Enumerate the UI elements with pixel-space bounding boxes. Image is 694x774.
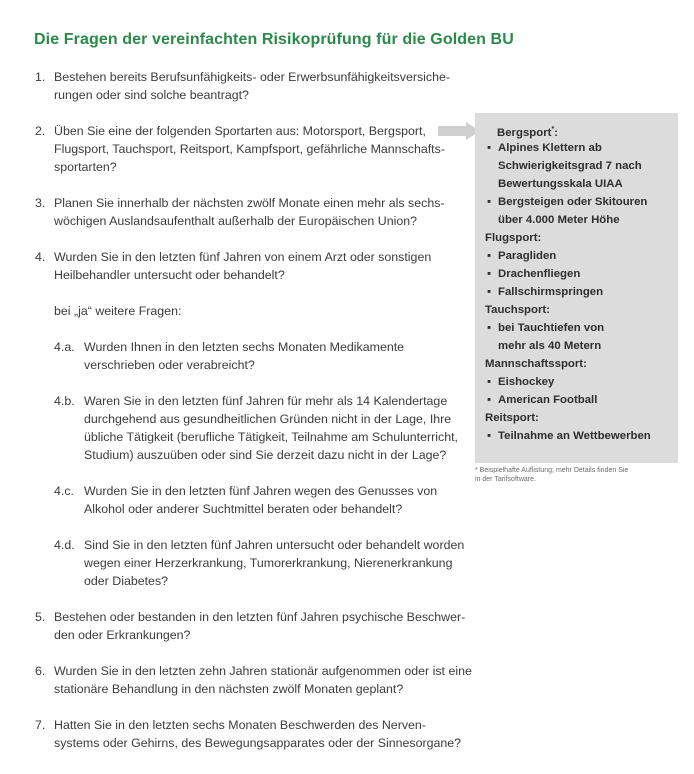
footnote: * Beispielhafte Auflistung; mehr Details finden Sie in der Tarifsoftware. bbox=[475, 467, 629, 483]
subquestion-number: 4.b. bbox=[54, 394, 75, 408]
sidebar-item-text: Drachenfliegen bbox=[498, 268, 581, 280]
sport-details-sidebar bbox=[475, 113, 678, 463]
sidebar-item-text: Fallschirmspringen bbox=[498, 286, 604, 298]
heading-colon: : bbox=[554, 126, 558, 139]
category-title: Flugsport: bbox=[485, 232, 542, 244]
sidebar-heading-text: Bergsport bbox=[497, 126, 552, 139]
sidebar-item-text: mehr als 40 Metern bbox=[498, 340, 602, 352]
bullet-icon: ▪ bbox=[486, 286, 492, 298]
bullet-icon: ▪ bbox=[486, 250, 492, 262]
page-title: Die Fragen der vereinfachten Risikoprüfung für die Golden BU bbox=[34, 31, 514, 48]
subquestion-text: Wurden Sie in den letzten fünf Jahren wegen des Genusses von Alkohol oder anderer Suchtmittel beraten oder behandelt? bbox=[84, 484, 438, 516]
bullet-icon: ▪ bbox=[486, 430, 492, 442]
bullet-icon: ▪ bbox=[486, 196, 492, 208]
question-number: 1. bbox=[35, 70, 46, 84]
question-text: Bestehen oder bestanden in den letzten fünf Jahren psychische Beschwer- den oder Erkrankungen? bbox=[54, 610, 466, 642]
bullet-icon: ▪ bbox=[486, 376, 492, 388]
sidebar-item-text: American Football bbox=[498, 394, 598, 406]
question-number: 7. bbox=[35, 718, 46, 732]
pointer-arrow-icon bbox=[438, 122, 480, 140]
bullet-icon: ▪ bbox=[486, 394, 492, 406]
question-text: Wurden Sie in den letzten fünf Jahren von einem Arzt oder sonstigen Heilbehandler untersucht oder behandelt? bbox=[54, 250, 432, 282]
category-title: Tauchsport: bbox=[485, 304, 550, 316]
category-title: Mannschaftssport: bbox=[485, 358, 587, 370]
category-title: Reitsport: bbox=[485, 412, 539, 424]
subquestion-number: 4.d. bbox=[54, 538, 75, 552]
question-number: 4. bbox=[35, 250, 46, 264]
bullet-icon: ▪ bbox=[486, 142, 492, 154]
question-text: Planen Sie innerhalb der nächsten zwölf Monate einen mehr als sechs- wöchigen Auslandsaufenthalt außerhalb der Europäischen Union? bbox=[54, 196, 445, 228]
question-text: Üben Sie eine der folgenden Sportarten aus: Motorsport, Bergsport, Flugsport, Tauchsport, Reitsport, Kampfsport, gefährliche Mannschafts- sportarten? bbox=[54, 124, 445, 174]
question-text: Wurden Sie in den letzten zehn Jahren stationär aufgenommen oder ist eine stationäre Behandlung in den nächsten zwölf Monaten geplant? bbox=[54, 664, 472, 696]
question-number: 3. bbox=[35, 196, 46, 210]
question-number: 2. bbox=[35, 124, 46, 138]
sidebar-item-text: Teilnahme an Wettbewerben bbox=[498, 430, 651, 442]
followup-intro: bei „ja“ weitere Fragen: bbox=[54, 304, 182, 318]
sidebar-item-text: Paragliden bbox=[498, 250, 557, 262]
question-number: 5. bbox=[35, 610, 46, 624]
subquestion-text: Waren Sie in den letzten fünf Jahren für mehr als 14 Kalendertage durchgehend aus gesundheitlichen Gründen nicht in der Lage, Ihre übliche Tätigkeit (berufliche Tätigkeit, Teilnahme am Schulunterricht, Studium) auszuüben oder sind Sie derzeit dazu nicht in der Lage? bbox=[84, 394, 458, 462]
sidebar-item-text: über 4.000 Meter Höhe bbox=[498, 214, 620, 226]
sidebar-item-text: Alpines Klettern ab bbox=[498, 142, 602, 154]
bullet-icon: ▪ bbox=[486, 322, 492, 334]
sidebar-item-text: Eishockey bbox=[498, 376, 555, 388]
sidebar-item-text: bei Tauchtiefen von bbox=[498, 322, 605, 334]
subquestion-text: Sind Sie in den letzten fünf Jahren untersucht oder behandelt worden wegen einer Herzerkrankung, Tumorerkrankung, Nierenerkrankung oder Diabetes? bbox=[84, 538, 465, 588]
subquestion-number: 4.a. bbox=[54, 340, 75, 354]
sidebar-item-text: Bergsteigen oder Skitouren bbox=[498, 196, 648, 208]
bullet-icon: ▪ bbox=[486, 268, 492, 280]
subquestion-number: 4.c. bbox=[54, 484, 74, 498]
question-number: 6. bbox=[35, 664, 46, 678]
question-text: Bestehen bereits Berufsunfähigkeits- oder Erwerbsunfähigkeitsversiche- rungen oder sind solche beantragt? bbox=[54, 70, 451, 102]
subquestion-text: Wurden Ihnen in den letzten sechs Monaten Medikamente verschrieben oder verabreicht? bbox=[84, 340, 405, 372]
question-text: Hatten Sie in den letzten sechs Monaten Beschwerden des Nerven- systems oder Gehirns, des Bewegungsapparates oder der Sinnesorgane? bbox=[54, 718, 462, 750]
footnote-mark: * bbox=[551, 126, 555, 133]
sidebar-item-text: Bewertungsskala UIAA bbox=[498, 178, 623, 190]
sidebar-item-text: Schwierigkeitsgrad 7 nach bbox=[498, 160, 642, 172]
